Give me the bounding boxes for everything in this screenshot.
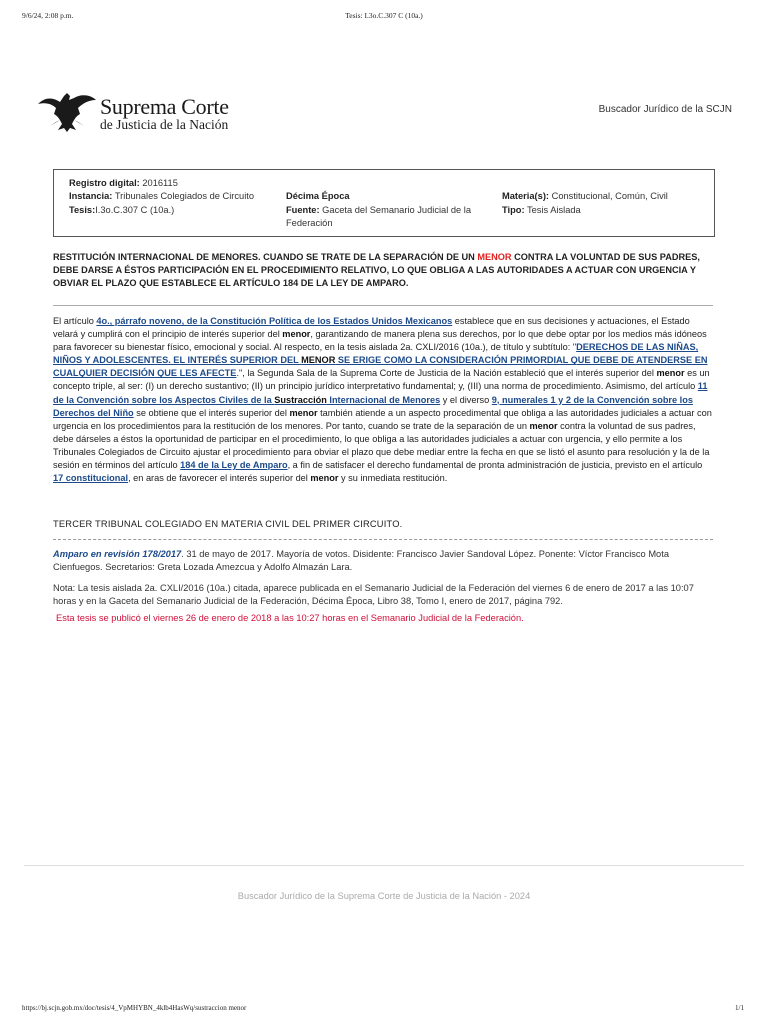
footer-divider: [24, 865, 744, 866]
tipo-label: Tipo:: [502, 205, 525, 215]
tribunal-name: TERCER TRIBUNAL COLEGIADO EN MATERIA CIVIL DEL PRIMER CIRCUITO.: [53, 519, 403, 529]
body-text: y su inmediata restitución.: [338, 473, 448, 484]
fuente-field: [286, 205, 471, 215]
logo-subtitle: de Justicia de la Nación: [100, 117, 229, 132]
instancia-label: Instancia:: [69, 191, 113, 201]
link-articulo-4o[interactable]: 4o., párrafo noveno, de la Constitución Política de los Estados Unidos Mexicanos: [96, 316, 453, 326]
body-text: contra la voluntad de sus padres, debe dárseles a éstos la oportunidad de participar en el procedimiento, lo que obliga a las autoridades judiciales a actuar con urgencia, y ello permite a los Tribunales Colegiados de Circuito ajustar el procedimiento para obviar el plazo que debe mediar entre la fecha en que se listó el asunto para resolución y la de la sesión en términos del artículo: [53, 420, 710, 471]
fuente-label: Fuente:: [286, 205, 320, 215]
instancia-value: Tribunales Colegiados de Circuito: [114, 191, 255, 201]
tesis-value: I.3o.C.307 C (10a.): [95, 205, 175, 215]
epoca-field: [286, 191, 350, 201]
materia-label: Materia(s):: [502, 191, 550, 201]
tesis-field: [69, 205, 174, 215]
precedente: [53, 548, 717, 574]
divider: [53, 305, 713, 306]
keyword-menor: MENOR: [301, 355, 336, 366]
tesis-label: Tesis:: [69, 205, 96, 215]
body-text: , a fin de satisfacer el derecho fundamental de pronta administración de justicia, previsto en el artículo: [287, 460, 703, 471]
keyword-menor: menor: [289, 407, 318, 418]
tesis-body: [53, 315, 713, 485]
nota: Nota: La tesis aislada 2a. CXLI/2016 (10a.) citada, aparece publicada en el Semanario Judicial de la Federación del viernes 6 de enero de 2017 a las 10:07 horas y en la Gaceta del Semanario Judicial de la Federación, Décima Época, Libro 38, Tomo I, enero de 2017, página 792.: [53, 583, 694, 607]
logo-title: Suprema Corte: [100, 94, 229, 119]
body-text: es un concepto triple, al ser: (I) un derecho sustantivo; (II) un principio jurídico interpretativo fundamental; y, (III) una norma de procedimiento. Asimismo, del artículo: [53, 368, 710, 392]
print-page-number: 1/1: [735, 1004, 744, 1012]
link-text: 11 de la Convención sobre los Aspectos Civiles de la: [53, 381, 708, 405]
tesis-title: [53, 251, 717, 291]
scjn-logo[interactable]: [36, 90, 236, 138]
print-header: [0, 11, 768, 23]
epoca-label: Décima Época: [286, 191, 350, 201]
keyword-menor: menor: [656, 368, 685, 379]
link-text: Internacional de Menores: [326, 394, 441, 405]
registro-value: 2016115: [142, 178, 178, 188]
body-text: , garantizando de manera plena sus derechos, por lo que debe optar por los medios más idóneos para favorecer su bienestar físico, emocional y social. Al respecto, en la tesis aislada 2a. CXLI/2016 (10a.), de título y subtítulo: ": [53, 329, 707, 353]
print-datetime: 9/6/24, 2:08 p.m.: [22, 11, 74, 20]
body-text: El artículo: [53, 316, 97, 326]
body-text: se obtiene que el interés superior del: [133, 407, 290, 418]
print-page-title: Tesis: I.3o.C.307 C (10a.): [345, 11, 423, 20]
dashed-divider: [53, 539, 713, 540]
materia-value: Constitucional, Común, Civil: [551, 191, 668, 201]
title-part2: CONTRA LA VOLUNTAD DE SUS PADRES, DEBE DARSE A ÉSTOS PARTICIPACIÓN EN EL PROCEDIMIENTO RELATIVO, LO QUE OBLIGA A LAS AUTORIDADES A ACTUAR CON URGENCIA Y OBVIAR EL PLAZO QUE ESTABLECE EL ARTÍCULO 184 DE LA LEY DE AMPARO.: [53, 252, 700, 289]
print-footer: [0, 1004, 768, 1016]
body-text: .", la Segunda Sala de la Suprema Corte de Justicia de la Nación estableció que el interés superior del: [236, 368, 657, 379]
link-ley-amparo-184[interactable]: 184 de la Ley de Amparo: [180, 460, 288, 471]
keyword-sustraccion: Sustracción: [274, 394, 327, 405]
fuente-value-line2: Federación: [286, 218, 333, 228]
site-footer: Buscador Jurídico de la Suprema Corte de Justicia de la Nación - 2024: [237, 891, 531, 901]
tipo-value: Tesis Aislada: [526, 205, 581, 215]
buscador-link[interactable]: Buscador Jurídico de la SCJN: [598, 104, 732, 115]
body-text: , en aras de favorecer el interés superior del: [128, 473, 311, 484]
materia-field: [502, 191, 668, 201]
keyword-menor: menor: [282, 329, 311, 340]
body-text: establece que en sus decisiones y actuaciones, el Estado velará y cumplirá con el principio de interés superior del: [53, 316, 690, 340]
print-url: https://bj.scjn.gob.mx/doc/tesis/4_VpMHYBN_4klb4HasWq/sustraccion menor: [22, 1004, 247, 1012]
registro-field: [69, 178, 178, 188]
precedente-text: . 31 de mayo de 2017. Mayoría de votos. Disidente: Francisco Javier Sandoval López. Ponente: Víctor Francisco Mota Cienfuegos. Secretarios: Greta Lozada Amezcua y Adolfo Almazán Lara.: [53, 549, 669, 573]
body-text: también atiende a un aspecto procedimental que obliga a las autoridades judiciales a actuar con urgencia en los procedimientos para la restitución de los menores. Por tanto, cuando se trate de la separación de un: [53, 407, 712, 431]
link-text: DERECHOS DE LAS NIÑAS, NIÑOS Y ADOLESCENTES. EL INTERÉS SUPERIOR DEL: [53, 342, 699, 366]
keyword-menor: menor: [310, 473, 339, 484]
instancia-field: [69, 191, 254, 201]
link-text: SE ERIGE COMO LA CONSIDERACIÓN PRIMORDIAL QUE DEBE DE ATENDERSE EN CUALQUIER DECISIÓN QUE LES AFECTE: [53, 355, 708, 379]
tipo-field: [502, 205, 581, 215]
title-part1: RESTITUCIÓN INTERNACIONAL DE MENORES. CUANDO SE TRATE DE LA SEPARACIÓN DE UN: [53, 252, 478, 262]
publicacion-notice: Esta tesis se publicó el viernes 26 de enero de 2018 a las 10:27 horas en el Semanario Judicial de la Federación.: [56, 613, 524, 623]
fuente-value: Gaceta del Semanario Judicial de la: [322, 205, 472, 215]
body-text: y el diverso: [440, 394, 492, 405]
registro-label: Registro digital:: [69, 178, 140, 188]
eagle-icon: [36, 90, 98, 134]
link-convencion-nino[interactable]: 9, numerales 1 y 2 de la Convención sobre los Derechos del Niño: [53, 394, 693, 418]
keyword-menor: menor: [529, 420, 558, 431]
tesis-info-box: [53, 169, 715, 237]
amparo-link[interactable]: Amparo en revisión 178/2017: [53, 549, 182, 559]
link-17-constitucional[interactable]: 17 constitucional: [53, 473, 129, 484]
title-highlight: MENOR: [477, 252, 512, 262]
